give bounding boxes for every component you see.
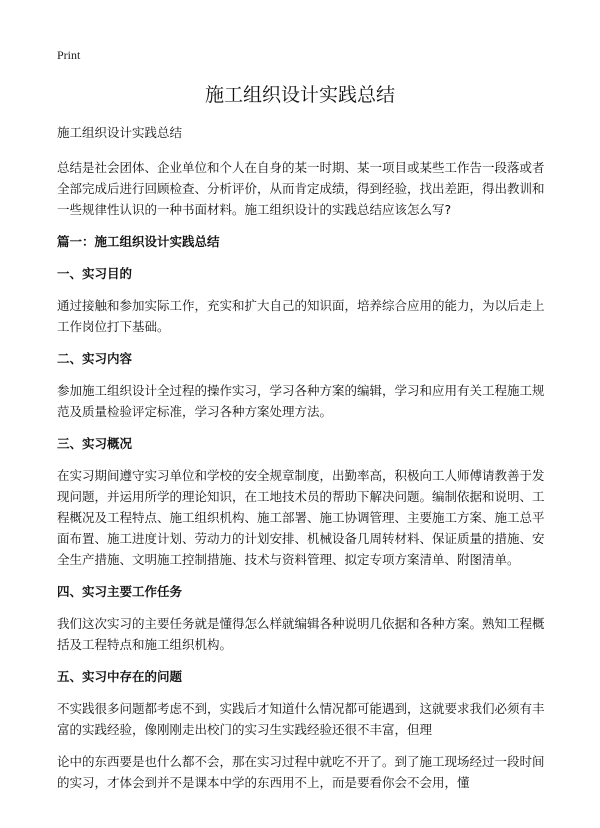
section-body-content: 参加施工组织设计全过程的操作实习，学习各种方案的编辑，学习和应用有关工程施工规范及质量检验评定标准，学习各种方案处理方法。 xyxy=(57,383,545,419)
section-heading-tasks: 四、实习主要工作任务 xyxy=(57,584,183,599)
section-heading-purpose: 一、实习目的 xyxy=(57,266,133,281)
section-body-tasks: 我们这次实习的主要任务就是懂得怎么样就编辑各种说明几依据和各种方案。熟知工程概括及工程特点和施工组织机构。 xyxy=(57,616,545,652)
article-body xyxy=(57,122,549,804)
continuation-paragraph: 论中的东西要是也什么都不会，那在实习过程中就吃不开了。到了施工现场经过一段时间的实习，才体会到并不是课本中学的东西用不上，而是要看你会不会用，懂 xyxy=(57,754,545,790)
print-link[interactable]: Print xyxy=(57,48,81,62)
section-heading-problems: 五、实习中存在的问题 xyxy=(57,669,183,684)
section-heading-overview: 三、实习概况 xyxy=(57,436,133,451)
article-subtitle: 施工组织设计实践总结 xyxy=(57,125,183,140)
page-title: 施工组织设计实践总结 xyxy=(204,84,395,106)
section-body-problems: 不实践很多问题都考虑不到，实践后才知道什么情况都可能遇到，这就要求我们必须有丰富的实践经验，像刚刚走出校门的实习生实践经验还很不丰富，但理 xyxy=(57,701,545,737)
section-heading-content: 二、实习内容 xyxy=(57,351,133,366)
section-body-purpose: 通过接触和参加实际工作，充实和扩大自己的知识面，培养综合应用的能力，为以后走上工作岗位打下基础。 xyxy=(57,298,545,334)
article-heading: 篇一：施工组织设计实践总结 xyxy=(57,234,220,249)
section-body-overview: 在实习期间遵守实习单位和学校的安全规章制度，出勤率高，积极向工人师傅请教善于发现问题，并运用所学的理论知识，在工地技术员的帮助下解决问题。编制依据和说明、工程概况及工程特点、施工组织机构、施工部署、施工协调管理、主要施工方案、施工总平面布置、施工进度计划、劳动力的计划安排、机械设备几周转材料、保证质量的措施、安全生产措施、文明施工控制措施、技术与资料管理、拟定专项方案清单、附图清单。 xyxy=(57,468,545,567)
intro-paragraph: 总结是社会团体、企业单位和个人在自身的某一时期、某一项目或某些工作告一段落或者全部完成后进行回顾检查、分析评价，从而肯定成绩，得到经验，找出差距，得出教训和一些规律性认识的一种书面材料。施工组织设计的实践总结应该怎么写? xyxy=(57,160,545,217)
